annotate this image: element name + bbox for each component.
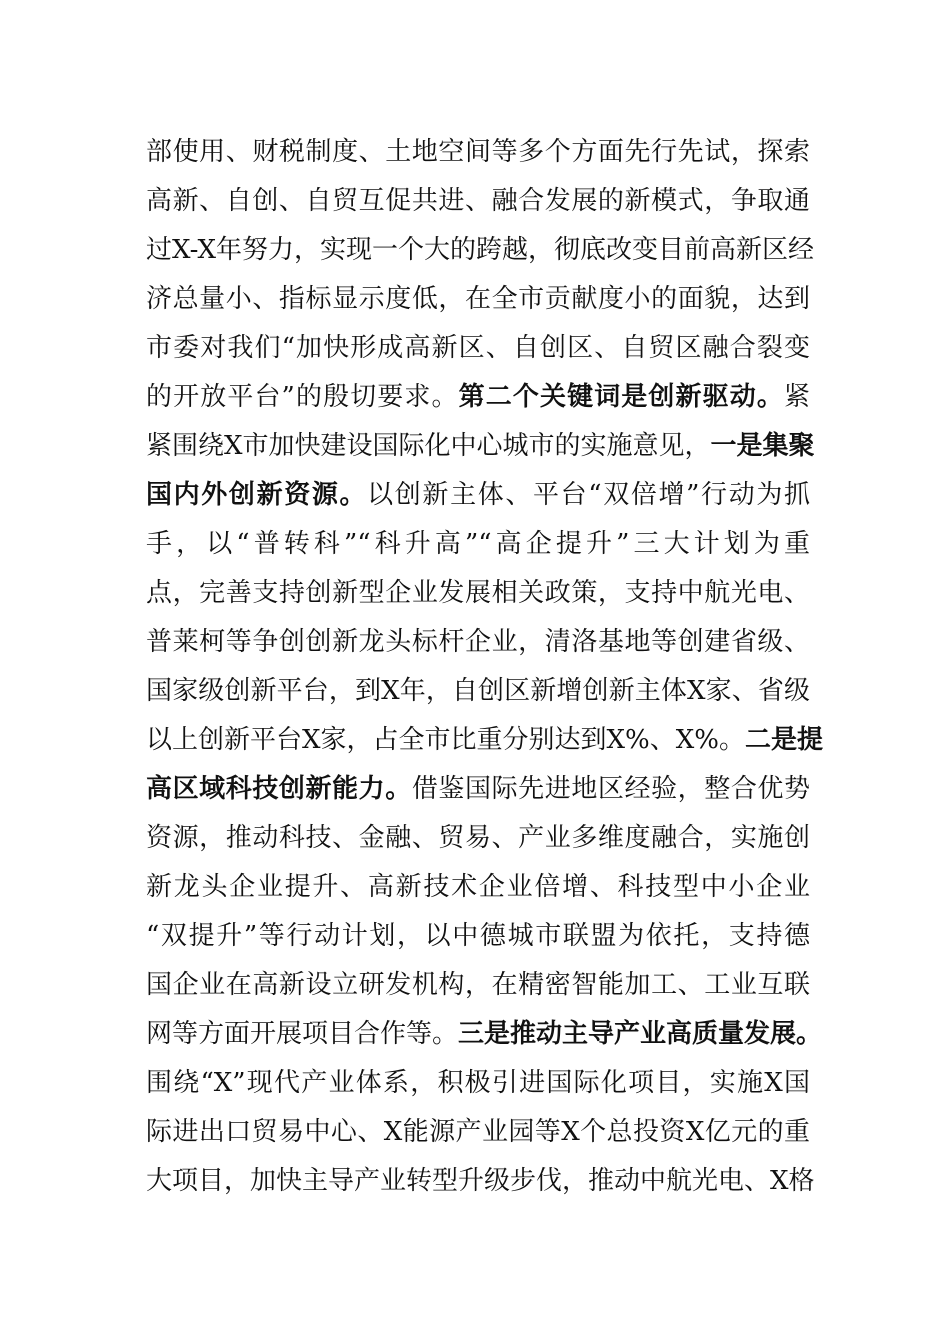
text-run: 高新、自创、自贸互促共进、融合发展的新模式，争取通 bbox=[146, 186, 810, 216]
text-run: 大项目，加快主导产业转型升级步伐，推动中航光电、X格 bbox=[146, 1166, 815, 1196]
text-run: 网等方面开展项目合作等。 bbox=[146, 1019, 459, 1049]
text-line bbox=[146, 1108, 810, 1157]
text-line bbox=[146, 1059, 810, 1108]
text-line bbox=[146, 422, 815, 471]
text-line bbox=[146, 1157, 815, 1206]
text-run: “双提升”等行动计划，以中德城市联盟为依托，支持德 bbox=[146, 921, 810, 951]
text-line bbox=[146, 177, 810, 226]
text-line bbox=[146, 128, 810, 177]
text-run: 部使用、财税制度、土地空间等多个方面先行先试，探索 bbox=[146, 137, 810, 167]
text-line bbox=[146, 961, 810, 1010]
text-line bbox=[146, 618, 810, 667]
text-run: 过X-X年努力，实现一个大的跨越，彻底改变目前高新区经 bbox=[146, 235, 814, 265]
text-line bbox=[146, 471, 810, 520]
text-run: 资源，推动科技、金融、贸易、产业多维度融合，实施创 bbox=[146, 823, 810, 853]
text-line bbox=[146, 912, 810, 961]
text-run: 以上创新平台X家，占全市比重分别达到X%、X%。 bbox=[146, 725, 745, 755]
text-run: 国家级创新平台，到X年，自创区新增创新主体X家、省级 bbox=[146, 676, 810, 706]
text-run: 国企业在高新设立研发机构，在精密智能加工、工业互联 bbox=[146, 970, 810, 1000]
text-line bbox=[146, 520, 810, 569]
text-run: 借鉴国际先进地区经验，整合优势 bbox=[411, 774, 810, 804]
text-line bbox=[146, 324, 810, 373]
text-line bbox=[146, 1010, 823, 1059]
text-line bbox=[146, 814, 810, 863]
bold-text-run: 一是集聚 bbox=[710, 431, 815, 461]
text-run: 普莱柯等争创创新龙头标杆企业，清洛基地等创建省级、 bbox=[146, 627, 810, 657]
text-run: 济总量小、指标显示度低，在全市贡献度小的面貌，达到 bbox=[146, 284, 810, 314]
text-line bbox=[146, 765, 810, 814]
text-run: 紧围绕X市加快建设国际化中心城市的实施意见， bbox=[146, 431, 711, 461]
text-run: 紧 bbox=[783, 382, 810, 412]
text-run: 手，以“普转科”“科升高”“高企提升”三大计划为重 bbox=[146, 529, 810, 559]
bold-text-run: 第二个关键词是创新驱动。 bbox=[458, 382, 784, 412]
text-line bbox=[146, 569, 810, 618]
text-run: 新龙头企业提升、高新技术企业倍增、科技型中小企业 bbox=[146, 872, 810, 902]
bold-text-run: 国内外创新资源。 bbox=[146, 480, 368, 510]
text-run: 以创新主体、平台“双倍增”行动为抓 bbox=[367, 480, 810, 510]
text-line bbox=[146, 863, 810, 912]
bold-text-run: 三是推动主导产业高质量发展。 bbox=[458, 1019, 823, 1049]
text-line bbox=[146, 667, 810, 716]
text-run: 际进出口贸易中心、X能源产业园等X个总投资X亿元的重 bbox=[146, 1117, 810, 1147]
text-line bbox=[146, 716, 823, 765]
text-run: 的开放平台”的殷切要求。 bbox=[146, 382, 459, 412]
text-run: 点，完善支持创新型企业发展相关政策，支持中航光电、 bbox=[146, 578, 810, 608]
text-run: 围绕“X”现代产业体系，积极引进国际化项目，实施X国 bbox=[146, 1068, 810, 1098]
text-line bbox=[146, 373, 810, 422]
body-text bbox=[146, 128, 823, 1206]
text-line bbox=[146, 226, 814, 275]
bold-text-run: 二是提 bbox=[744, 725, 823, 755]
bold-text-run: 高区域科技创新能力。 bbox=[146, 774, 412, 804]
text-line bbox=[146, 275, 810, 324]
text-run: 市委对我们“加快形成高新区、自创区、自贸区融合裂变 bbox=[146, 333, 810, 363]
